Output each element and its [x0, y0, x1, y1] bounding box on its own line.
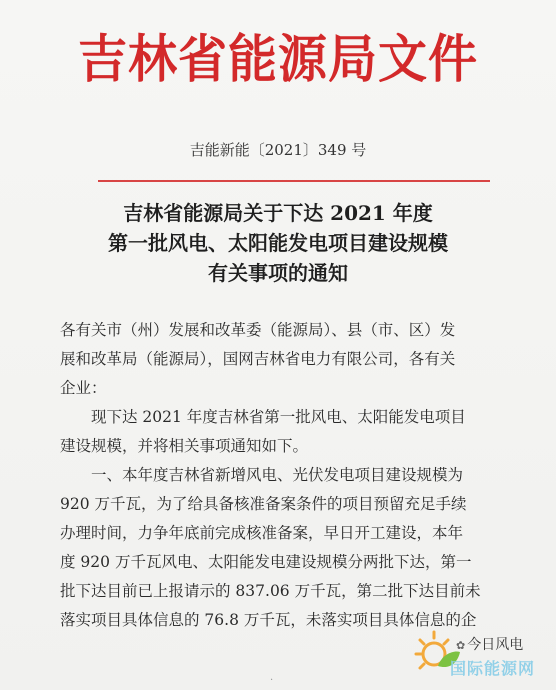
wechat-account-name: 今日风电	[467, 637, 524, 653]
notice-body	[60, 316, 500, 635]
wechat-account-label	[456, 634, 523, 654]
body-line: 办理时间，力争年底前完成核准备案，早日开工建设，本年	[60, 524, 464, 542]
heading-line: 有关事项的通知	[208, 261, 348, 285]
body-line: 现下达 2021 年度吉林省第一批风电、太阳能发电项目	[60, 408, 466, 426]
watermark	[408, 624, 548, 684]
body-line: 920 万千瓦，为了给具备核准备案条件的项目预留充足手续	[60, 495, 467, 513]
page-marker: ·	[270, 675, 274, 686]
body-line: 展和改革局（能源局），国网吉林省电力有限公司，各有关	[60, 350, 456, 368]
body-line: 企业：	[60, 379, 107, 397]
body-line: 落实项目具体信息的 76.8 万千瓦，未落实项目具体信息的企	[60, 611, 477, 629]
body-line: 批下达目前已上报请示的 837.06 万千瓦，第二批下达目前未	[60, 582, 481, 600]
wechat-icon: ✿	[456, 639, 466, 652]
document-number: 吉能新能〔2021〕349 号	[189, 141, 367, 159]
body-line: 各有关市（州）发展和改革委（能源局）、县（市、区）发	[60, 321, 456, 339]
notice-heading	[0, 198, 556, 288]
body-line: 度 920 万千瓦风电、太阳能发电建设规模分两批下达，第一	[60, 553, 472, 571]
heading-line: 第一批风电、太阳能发电项目建设规模	[108, 231, 448, 255]
heading-line: 吉林省能源局关于下达 2021 年度	[123, 201, 433, 225]
body-line: 建设规模，并将相关事项通知如下。	[60, 437, 309, 455]
document-issuer-title: 吉林省能源局文件	[77, 29, 478, 90]
body-line: 一、本年度吉林省新增风电、光伏发电项目建设规模为	[60, 466, 464, 484]
site-watermark-text: 国际能源网	[450, 659, 536, 678]
red-divider-line	[98, 180, 490, 182]
